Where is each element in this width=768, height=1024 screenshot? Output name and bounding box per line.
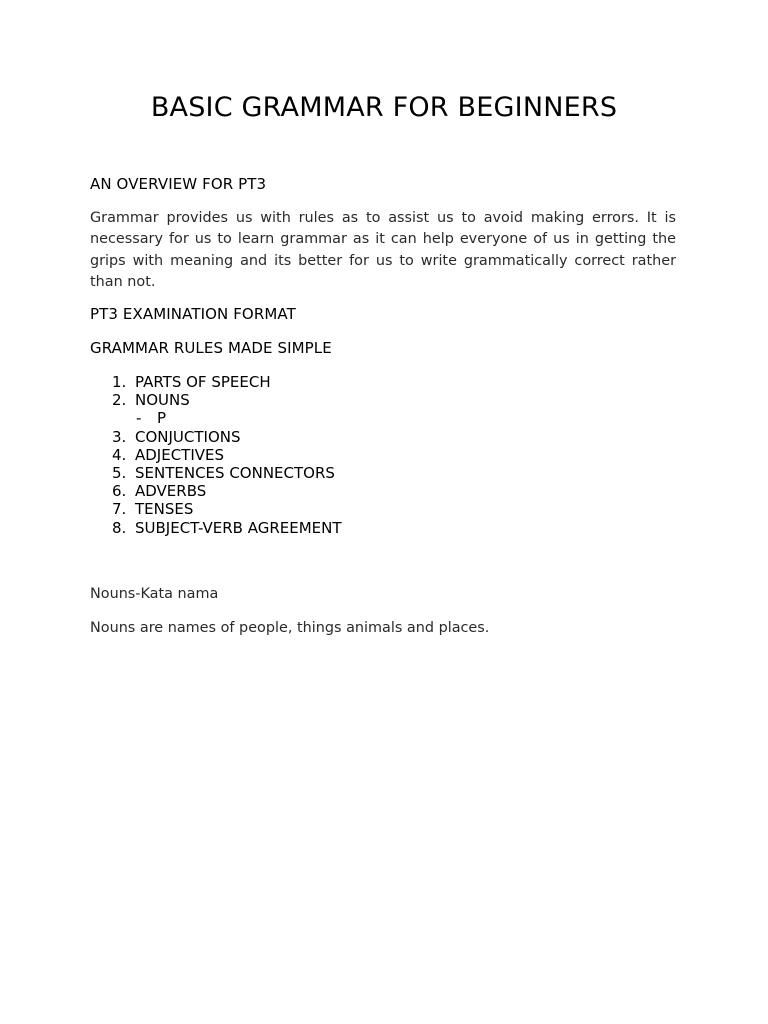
- list-label: NOUNS: [135, 391, 190, 410]
- list-item: [90, 446, 342, 464]
- grammar-rules-list: [90, 373, 342, 537]
- list-number: 3.: [112, 427, 127, 446]
- list-number: 7.: [112, 500, 127, 519]
- overview-heading: AN OVERVIEW FOR PT3: [90, 175, 267, 193]
- list-label: TENSES: [135, 500, 194, 519]
- list-item: [90, 500, 342, 518]
- overview-paragraph: Grammar provides us with rules as to assist us to avoid making errors. It is necessary for us to learn grammar as it can help everyone of us in getting the grips with meaning and its better for us to write grammatically correct rather than not.: [90, 210, 676, 291]
- list-number: 8.: [112, 518, 127, 537]
- list-item: [90, 464, 342, 482]
- list-item: [90, 482, 342, 500]
- document-title: BASIC GRAMMAR FOR BEGINNERS: [150, 92, 618, 123]
- subitem-dash: -: [136, 409, 142, 428]
- format-heading: PT3 EXAMINATION FORMAT: [90, 305, 296, 323]
- list-subitem: [90, 409, 342, 427]
- list-number: 2.: [112, 391, 127, 410]
- nouns-definition: Nouns are names of people, things animals and places.: [90, 620, 490, 636]
- nouns-title: Nouns-Kata nama: [90, 586, 219, 602]
- list-item: [90, 519, 342, 537]
- list-label: CONJUCTIONS: [135, 427, 241, 446]
- list-item: [90, 391, 342, 409]
- list-item: [90, 373, 342, 391]
- list-label: ADJECTIVES: [135, 445, 225, 464]
- list-label: ADVERBS: [135, 482, 207, 501]
- list-number: 6.: [112, 482, 127, 501]
- subitem-label: P: [157, 409, 167, 428]
- list-number: 1.: [112, 373, 127, 391]
- list-label: SENTENCES CONNECTORS: [135, 464, 335, 483]
- list-number: 4.: [112, 445, 127, 464]
- list-item: [90, 428, 342, 446]
- rules-heading: GRAMMAR RULES MADE SIMPLE: [90, 339, 332, 357]
- list-number: 5.: [112, 464, 127, 483]
- list-label: PARTS OF SPEECH: [135, 373, 271, 391]
- list-label: SUBJECT-VERB AGREEMENT: [135, 518, 342, 537]
